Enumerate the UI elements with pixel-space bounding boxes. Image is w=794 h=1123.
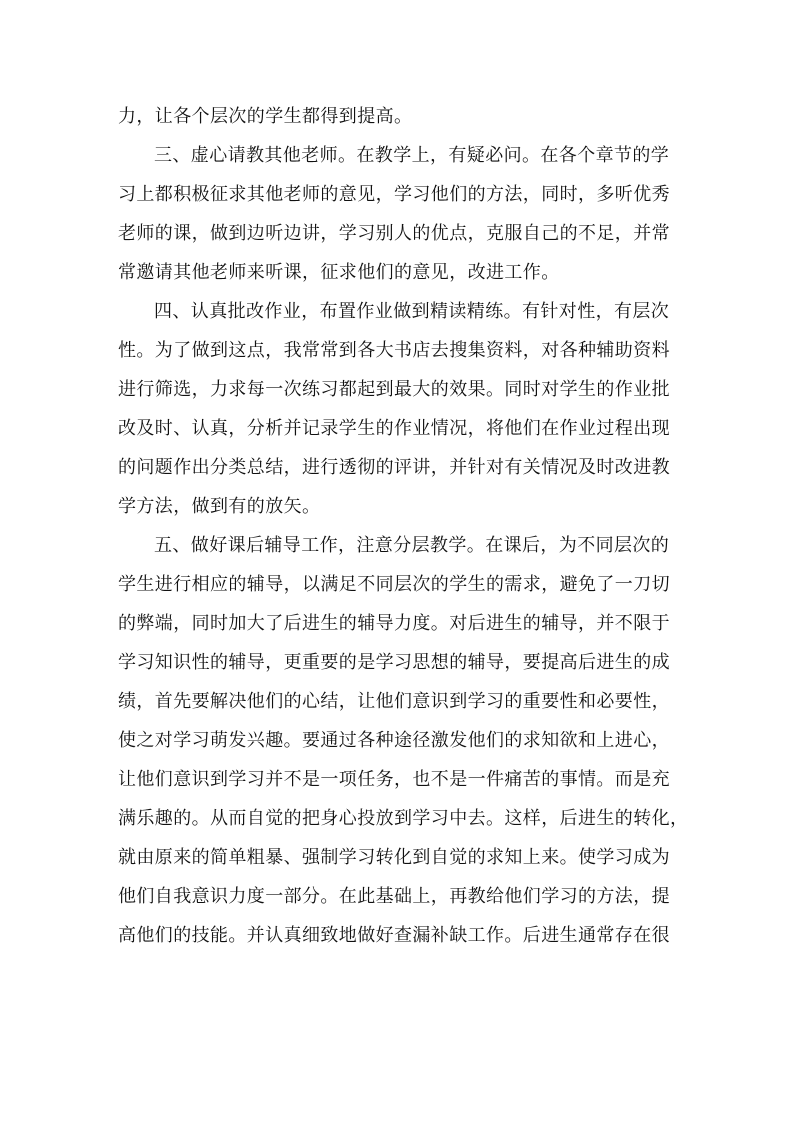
text-line: 高他们的技能。并认真细致地做好查漏补缺工作。后进生通常存在很 (118, 925, 670, 946)
text-line: 他们自我意识力度一部分。在此基础上，再教给他们学习的方法，提 (118, 886, 670, 907)
text-line: 绩，首先要解决他们的心结，让他们意识到学习的重要性和必要性， (118, 691, 670, 712)
text-line: 进行筛选，力求每一次练习都起到最大的效果。同时对学生的作业批 (118, 379, 670, 400)
text-line: 学生进行相应的辅导，以满足不同层次的学生的需求，避免了一刀切 (118, 574, 670, 595)
text-line: 改及时、认真，分析并记录学生的作业情况，将他们在作业过程出现 (118, 418, 670, 439)
document-body (118, 97, 689, 955)
text-line: 三、虚心请教其他老师。在教学上，有疑必问。在各个章节的学 (154, 145, 670, 166)
text-line: 力，让各个层次的学生都得到提高。 (118, 106, 413, 127)
text-line: 学习知识性的辅导，更重要的是学习思想的辅导，要提高后进生的成 (118, 652, 670, 673)
text-line: 常邀请其他老师来听课，征求他们的意见，改进工作。 (118, 262, 560, 283)
text-line: 的问题作出分类总结，进行透彻的评讲，并针对有关情况及时改进教 (118, 457, 670, 478)
text-line: 满乐趣的。从而自觉的把身心投放到学习中去。这样，后进生的转化， (118, 808, 689, 829)
text-line: 使之对学习萌发兴趣。要通过各种途径激发他们的求知欲和上进心， (118, 730, 670, 751)
text-line: 四、认真批改作业，布置作业做到精读精练。有针对性，有层次 (154, 301, 670, 322)
text-line: 性。为了做到这点，我常常到各大书店去搜集资料，对各种辅助资料 (118, 340, 670, 361)
text-line: 的弊端，同时加大了后进生的辅导力度。对后进生的辅导，并不限于 (118, 613, 670, 634)
text-line: 让他们意识到学习并不是一项任务，也不是一件痛苦的事情。而是充 (118, 769, 670, 790)
text-line: 五、做好课后辅导工作，注意分层教学。在课后，为不同层次的 (154, 535, 670, 556)
text-line: 老师的课，做到边听边讲，学习别人的优点，克服自己的不足，并常 (118, 223, 670, 244)
text-line: 学方法，做到有的放矢。 (118, 496, 321, 517)
text-line: 就由原来的简单粗暴、强制学习转化到自觉的求知上来。使学习成为 (118, 847, 670, 868)
text-line: 习上都积极征求其他老师的意见，学习他们的方法，同时，多听优秀 (118, 184, 670, 205)
